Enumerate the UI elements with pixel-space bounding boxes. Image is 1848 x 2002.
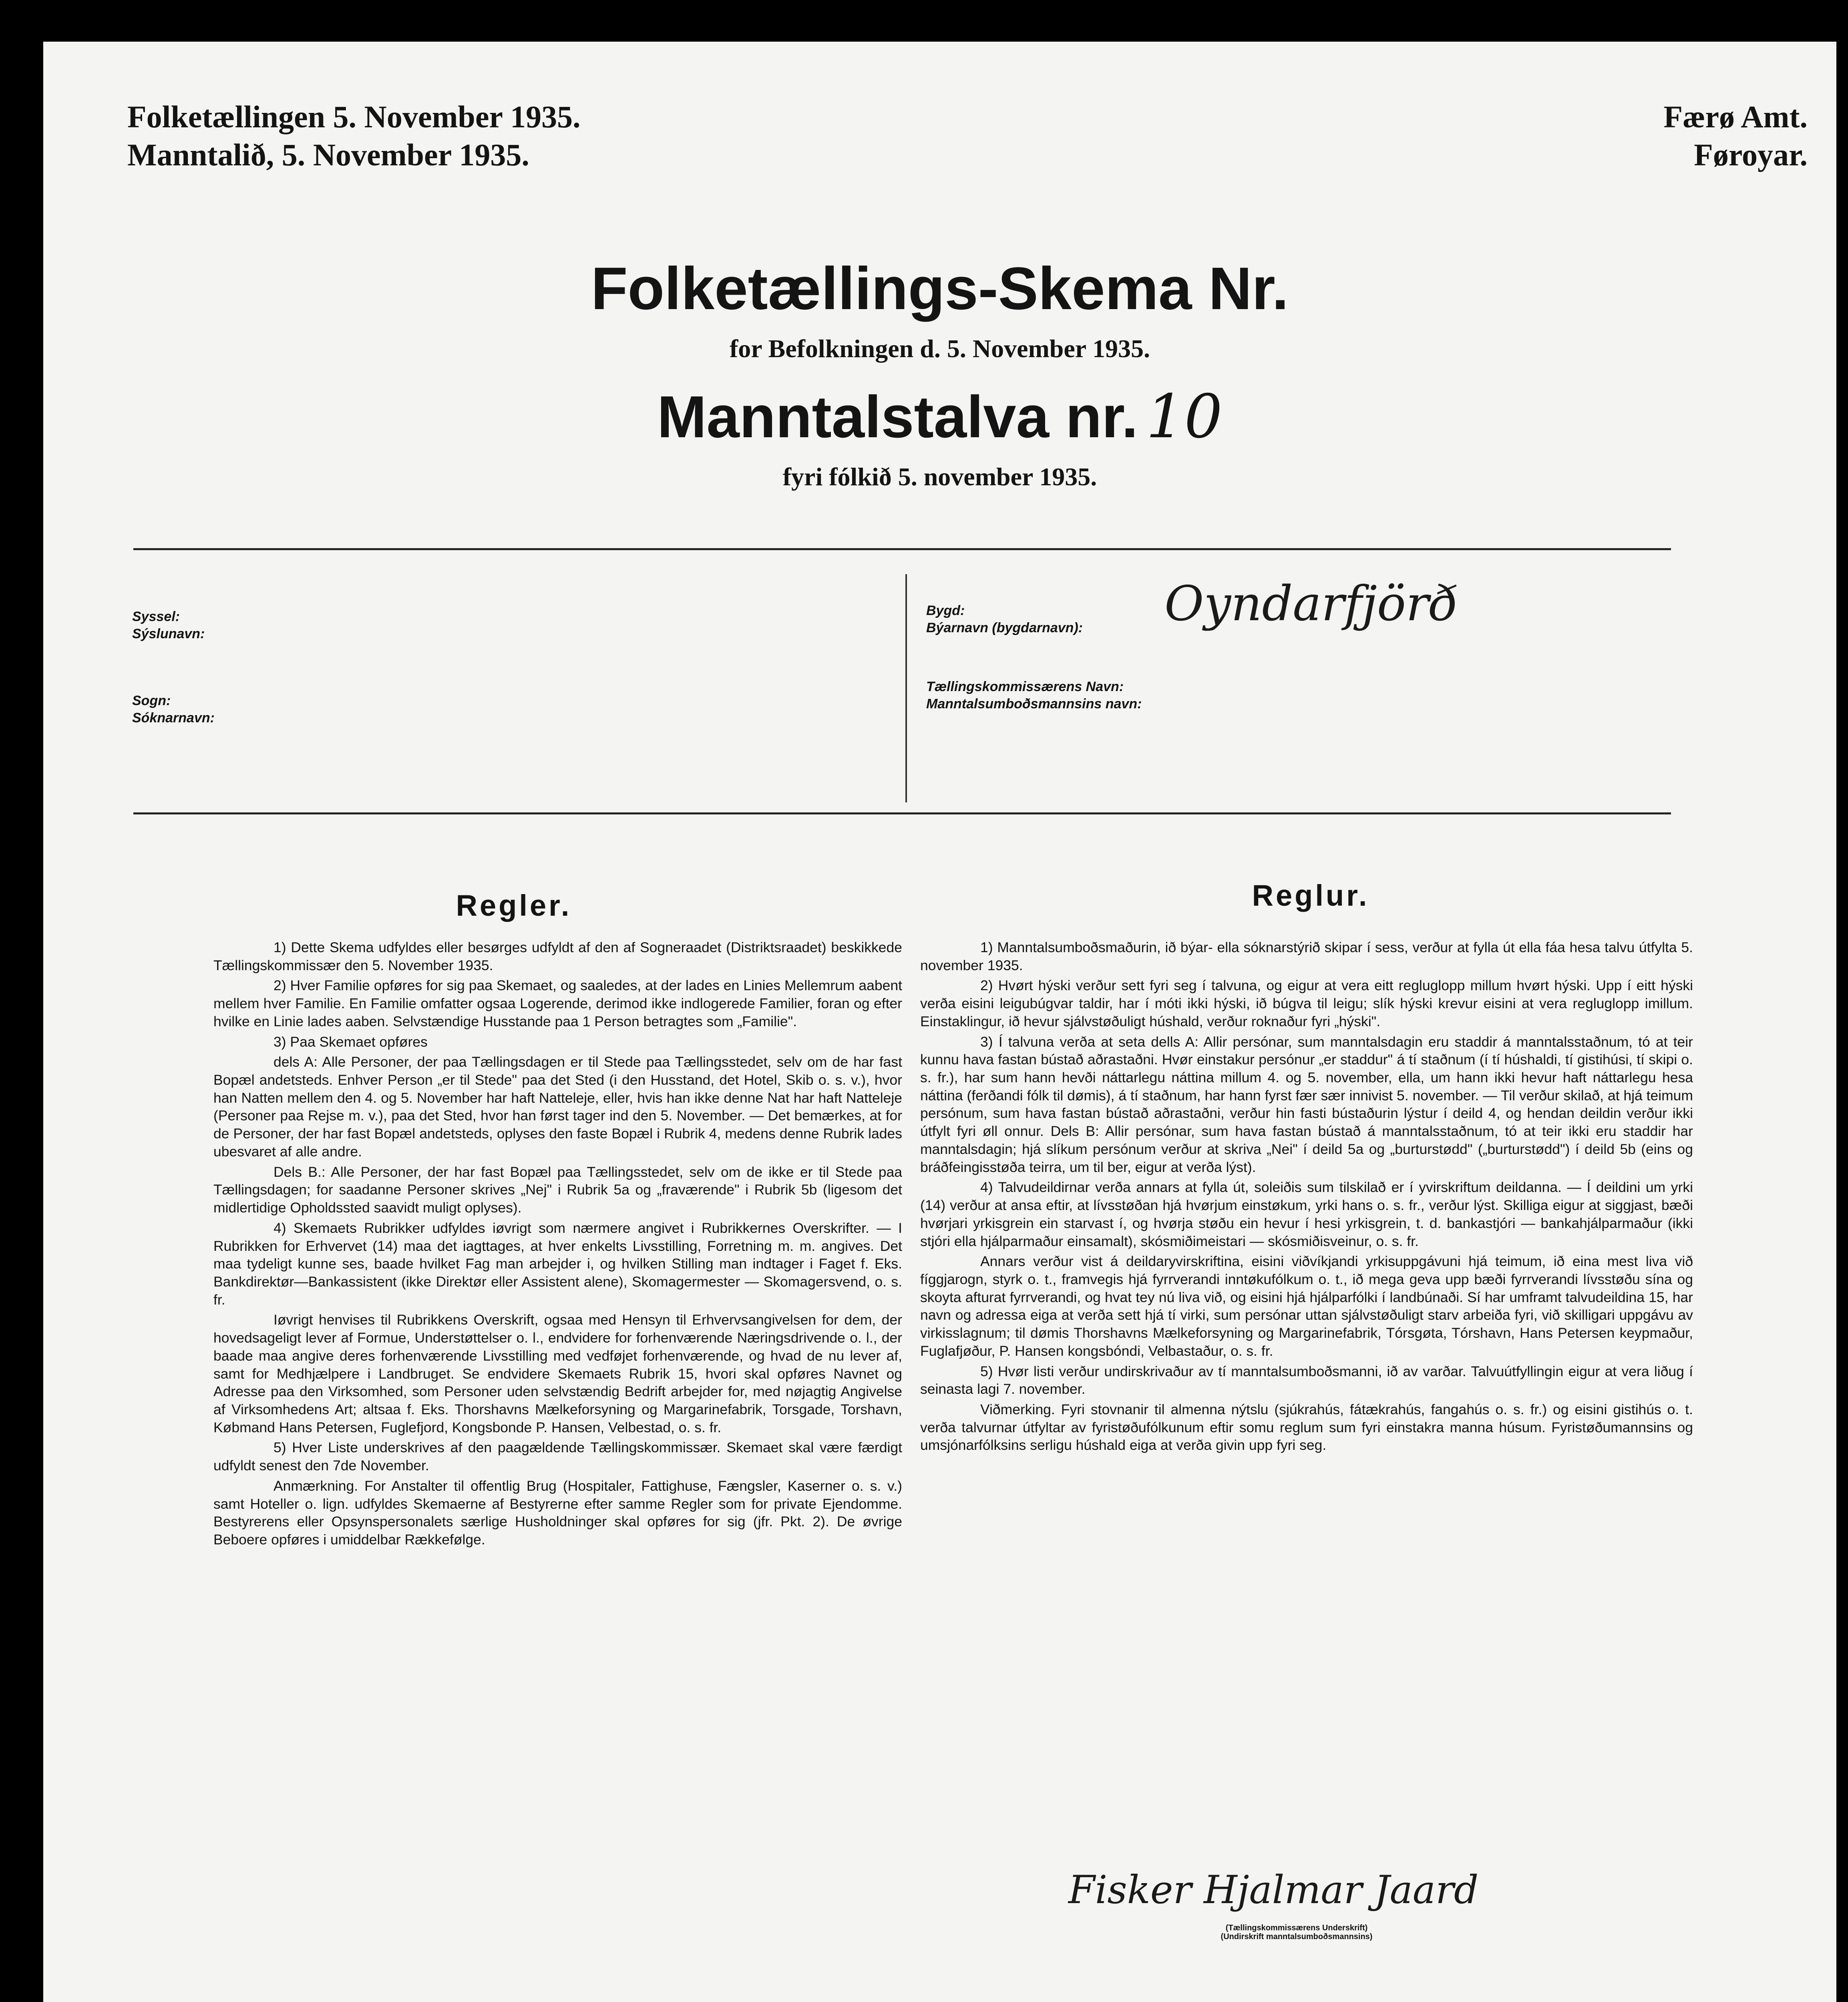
form-title-faroese: Manntalstalva nr. — [657, 384, 1138, 450]
header-line-danish: Folketællingen 5. November 1935. — [127, 99, 581, 134]
header-block-left — [127, 98, 581, 174]
rule-da-5: 5) Hver Liste underskrives af den paagældende Tællingskommissær. Skemaet skal være færdigt udfyldt senest den 7de November. — [213, 1439, 902, 1474]
signature-caption-faroese: (Undirskrift manntalsumboðsmannsins) — [1221, 1932, 1373, 1941]
rule-da-2: 2) Hver Familie opføres for sig paa Skemaet, og saaledes, at der lades en Linies Mellemrum aabent mellem hver Familie. En Familie omfatter ogsaa Logerende, derimod ikke indlogerede Familier, foran og efter hvilke en Linie lades aaben. Selvstændige Husstande paa 1 Person betragtes som „Familie". — [213, 977, 902, 1029]
rule-fo-4b: Annars verður vist á deildaryvirskriftina, eisini viðvíkjandi yrkisuppgávuni hjá teimum, ið eina mest liva við fíggjarogn, styrk o. t., framvegis hjá fyrrverandi inntøkufólkum o. t., ið mega geva upp bæði fyrrverandi lívsstøðu sína og skoyta afturat fyrrverandi, og hvat tey nú liva við, og eisini hjá hjálparfólki í landbúnaði. Sí har umframt talvudeildina 15, har navn og adressa eiga at verða sett hjá tí virki, sum persónar uttan sjálvstøðuligt starv arbeiða fyri, við skilligari uppgávu av virkisslagnum; til dømis Thorshavns Mælkeforsyning og Margarinefabrik, Tórsgøta, Tórshavn, Hans Petersen keypmaður, Fuglafjøður, P. Hansen kongsbóndi, Velbastaður, o. s. fr. — [920, 1253, 1693, 1359]
rules-title-danish: Regler. — [456, 889, 572, 922]
form-number-handwritten: 10 — [1146, 382, 1223, 452]
header-line-faroese: Manntalið, 5. November 1935. — [127, 137, 529, 173]
sogn-label: Sogn: — [132, 693, 171, 708]
form-subtitle-danish: for Befolkningen d. 5. November 1935. — [729, 334, 1150, 363]
section-divider-top — [133, 548, 1671, 550]
rules-title-faroese: Reglur. — [1252, 879, 1369, 912]
syssel-field-label — [132, 608, 205, 642]
kommissaer-field-label — [926, 678, 1142, 712]
byarnavn-label: Býarnavn (bygdarnavn): — [926, 620, 1083, 635]
signature-handwritten: Fisker Hjalmar Jaard — [1068, 1867, 1479, 1912]
rule-fo-5: 5) Hvør listi verður undirskrivaður av tí manntalsumboðsmanni, ið av varðar. Talvuútfyllingin eigur at vera liðug í seinasta lagi 7. november. — [920, 1363, 1693, 1397]
rule-da-4: 4) Skemaets Rubrikker udfyldes iøvrigt som nærmere angivet i Rubrikkernes Overskrifter. — I Rubrikken for Erhvervet (14) maa det iagttages, at hver enkelts Livsstilling, Forretning m. m. angives. Det maa tydeligt kunne ses, baade hvilket Fag man arbejder i, og hvilken Stilling man indtager i Faget f. Eks. Bankdirektør—Bankassistent (ikke Direktør eller Assistent alene), Skomagermester — Skomagersvend, o. s. fr. — [213, 1220, 902, 1308]
kommissaer-label: Tællingskommissærens Navn: — [926, 679, 1124, 694]
rule-fo-2: 2) Hvørt hýski verður sett fyri seg í talvuna, og eigur at vera eitt regluglopp millum hvørt hýski. Upp í eitt hýski verða eisini leigubúgvar taldir, har í móti ikki hýski, ið búgva til leigu; slík hýski krevur eisini at vera regluglopp imillum. Einstaklingur, ið hevur sjálvstøðuligt húshald, verður roknaður fyri „hýski". — [920, 977, 1693, 1029]
sogn-field-label — [132, 692, 215, 726]
bygd-handwritten-value: Oyndarfjörð — [1164, 576, 1458, 632]
form-title-faroese-row — [43, 382, 1836, 452]
rule-da-1: 1) Dette Skema udfyldes eller besørges udfyldt af den af Sogneraadet (Distriktsraadet) beskikkede Tællingskommissær den 5. November 1935. — [213, 939, 902, 973]
rules-column-danish — [213, 939, 902, 1551]
soknarnavn-label: Sóknarnavn: — [132, 710, 215, 726]
bygd-label: Bygd: — [926, 603, 965, 618]
rule-da-note: Anmærkning. For Anstalter til offentlig Brug (Hospitaler, Fattighuse, Fængsler, Kaserner o. s. v.) samt Hoteller o. lign. udfyldes Skemaerne af Bestyrerne efter samme Regler som for private Ejendomme. Bestyrerens eller Opsynspersonalets særlige Husholdninger skal opføres for sig (jfr. Pkt. 2). De øvrige Beboere opføres i umiddelbar Rækkefølge. — [213, 1477, 902, 1548]
rule-fo-1: 1) Manntalsumboðsmaðurin, ið býar- ella sóknarstýrið skipar í sess, verður at fylla út ella fáa hesa talvu útfylta 5. november 1935. — [920, 939, 1693, 973]
signature-captions — [1124, 1924, 1469, 1941]
census-form-page — [43, 42, 1836, 2002]
rule-da-3: 3) Paa Skemaet opføres — [273, 1033, 428, 1050]
rule-fo-4: 4) Talvudeildirnar verða annars at fylla út, soleiðis sum tilskilað er í yvirskriftum deildanna. — Í deildini um yrki (14) verður at ansa eftir, at lívsstøðan hjá hvørjum einstøkum, yrki hans o. s. fr., verður lýst. Skilliga eigur at siggjast, bæði hvørjari yrkisgrein ein starvast í, og hvørja støðu ein hevur í hesi yrkisgrein, t. d. bankastjóri — bankahjálparmaður (ikki stjóri ella hjálparmaður einsamalt), skósmiðimeistari — skósmiðisveinur, o. s. fr. — [920, 1179, 1693, 1249]
header-block-right — [1663, 98, 1808, 174]
section-divider-bottom — [133, 812, 1671, 814]
form-title-danish: Folketællings-Skema Nr. — [591, 255, 1289, 322]
rule-da-3b: Dels B.: Alle Personer, der har fast Bopæl paa Tællingsstedet, selv om de ikke er til Stede paa Tællingsdagen; for saadanne Personer skrives „Nej" i Rubrik 5a og „fraværende" i Rubrik 5b (ligesom det midlertidige Opholdssted saavidt muligt oplyses). — [213, 1164, 902, 1216]
rules-column-faroese — [920, 939, 1693, 1457]
rule-da-3a: dels A: Alle Personer, der paa Tællingsdagen er til Stede paa Tællingsstedet, selv om de har fast Bopæl andetsteds. Enhver Person „er til Stede" paa det Sted (i den Husstand, det Hotel, Skib o. s. v.), hvor han Natten mellem den 4. og 5. November har haft Natteleje, eller, hvis han ikke denne Nat har haft Natteleje (Personer paa Rejse m. v.), paa det Sted, hvor han først tager ind den 5. November. — Det bemærkes, at for de Personer, der har fast Bopæl andetsteds, oplyses den faste Bopæl i Rubrik 4, medens denne Rubrik lades ubesvaret af alle andre. — [213, 1054, 902, 1160]
form-subtitle-faroese: fyri fólkið 5. november 1935. — [782, 462, 1097, 491]
manntalsumbod-label: Manntalsumboðsmannsins navn: — [926, 696, 1142, 712]
rule-da-4b: Iøvrigt henvises til Rubrikkens Overskrift, ogsaa med Hensyn til Erhvervsangivelsen for dem, der hovedsageligt lever af Formue, Understøttelser o. l., endvidere for forhenværende Næringsdrivende o. l., der baade maa angive deres forhenværende Livsstilling med vedføjet forhenværende, og hvad de nu lever af, samt for Medhjælpere i Landbruget. Se endvidere Skemaets Rubrik 15, hvori skal opføres Navnet og Adresse paa den Virksomhed, som Personer uden selvstændig Bedrift arbejder for, med nøjagtig Angivelse af Virksomhedens Art; altsaa f. Eks. Thorshavns Mælkeforsyning og Margarinefabrik, Torsgade, Torshavn, Købmand Hans Petersen, Fuglefjord, Kongsbonde P. Hansen, Velbestad, o. s. fr. — [213, 1312, 902, 1435]
amt-danish: Færø Amt. — [1663, 99, 1808, 134]
amt-faroese: Føroyar. — [1694, 137, 1808, 173]
rule-fo-3: 3) Í talvuna verða at seta dells A: Allir persónar, sum manntalsdagin eru staddir á manntalsstaðnum, tó at teir kunnu hava fastan bústað aðrastaðni. Hvør einstakur persónur „er staddur" á tí staðnum (í tí húshaldi, tí gistihúsi, tí skipi o. s. fr.), har sum hann hevði náttarlegu náttina millum 4. og 5. november, ella, um hann ikki hevur haft náttarlegu hesa náttina (ferðandi fólk til dømis), á tí staðnum, har hann fyrst fær sær innivist 5. november. — Til verður skilað, at hjá teimum persónum, sum hava fastan bústað aðrastaðni, verður hin fasti bústaðurin lýstur í deild 4, og hendan deildin verður ikki útfylt fyri øll onnur. Dels B: Allir persónar, sum hava fastan bústað á manntalsstaðnum, tó at teir ikki eru staddir har manntalsdagin; hjá slíkum persónum verður at skriva „Nei" í deild 5a og „burturstødd" („burturstødd") í deild 5b (eins og bráðfeingisstøða teirra, um til ber, eigur at verða lýst). — [920, 1033, 1693, 1175]
bygd-field-label — [926, 602, 1083, 636]
signature-caption-danish: (Tællingskommissærens Underskrift) — [1225, 1924, 1368, 1932]
syssel-label: Syssel: — [132, 609, 180, 624]
rule-fo-note: Viðmerking. Fyri stovnanir til almenna nýtslu (sjúkrahús, fátækrahús, fangahús o. s. fr.) og eisini gistihús o. t. verða talvurnar útfyltar av fyristøðufólkunum eftir somu reglum sum fyri einstakra manna húsum. Fyristøðumannsins og umsjónarfólksins serligu húshald eiga at verða givin upp fyri seg. — [920, 1401, 1693, 1453]
fields-vertical-divider — [905, 574, 907, 802]
syslunavn-label: Sýslunavn: — [132, 626, 205, 641]
